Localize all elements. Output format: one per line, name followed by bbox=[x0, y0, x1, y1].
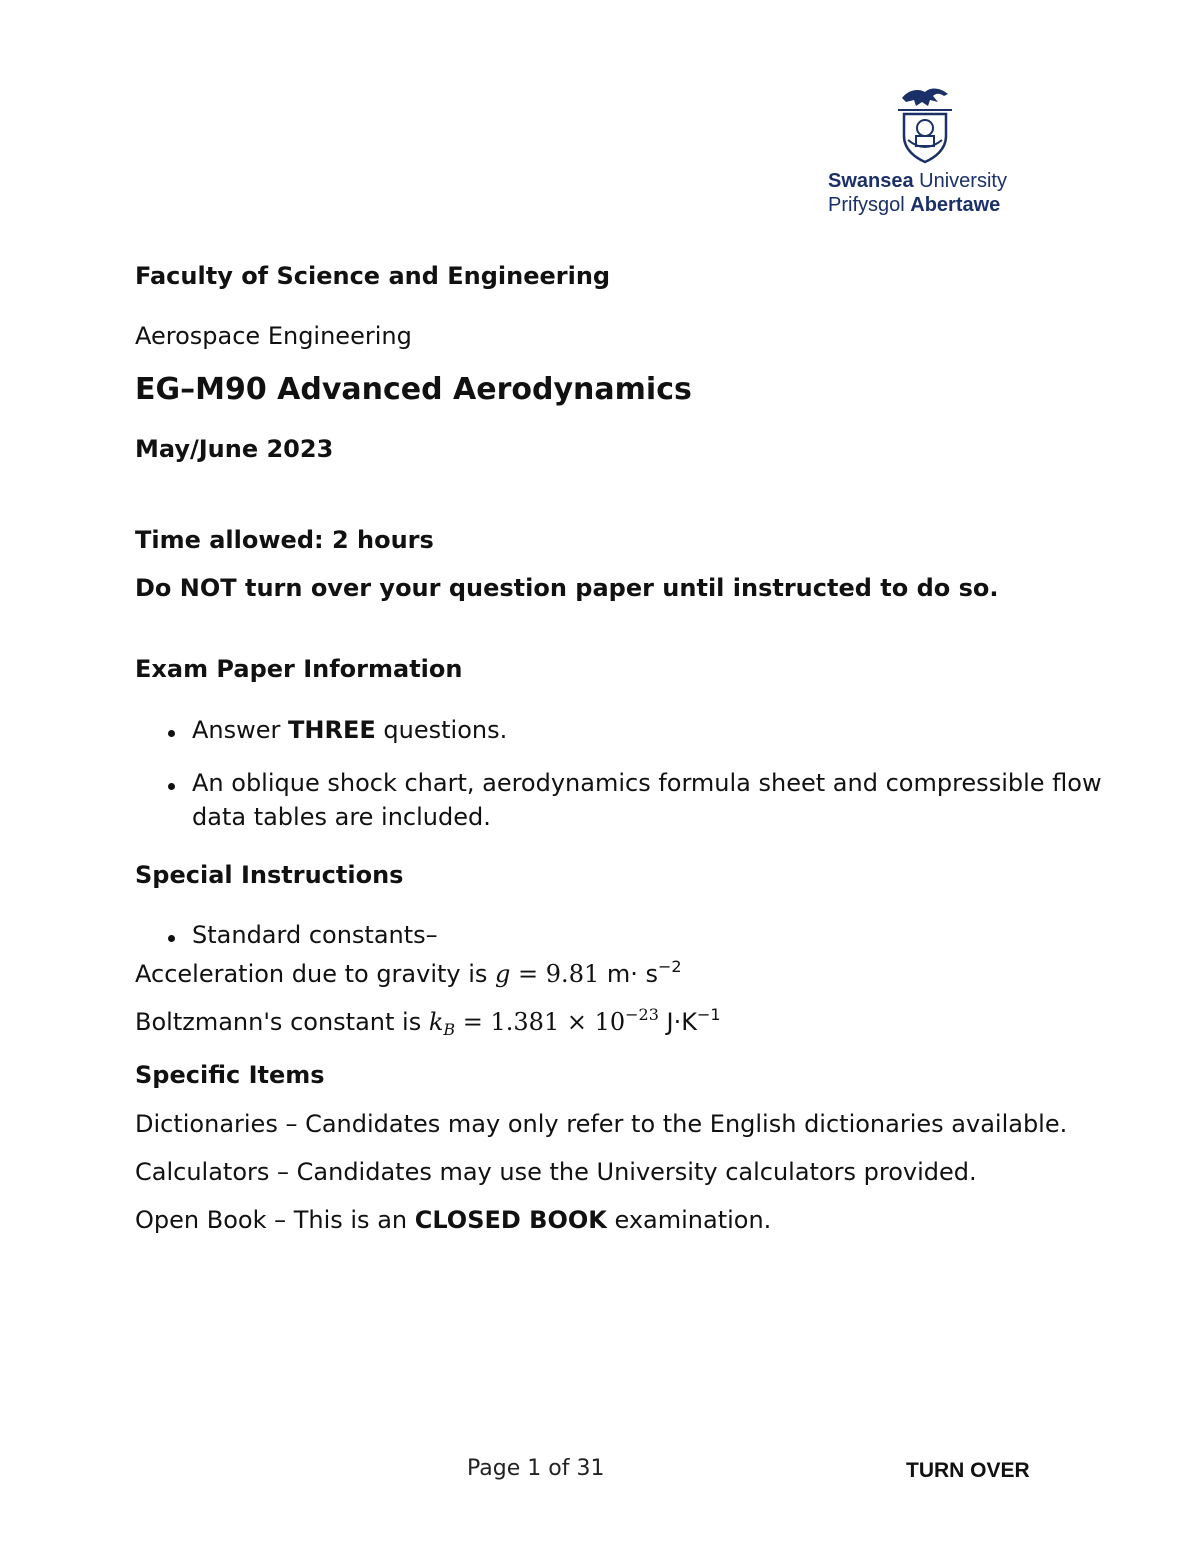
exam-info-heading: Exam Paper Information bbox=[135, 655, 463, 683]
logo-name-welsh bbox=[828, 194, 1000, 217]
included-materials-line1: An oblique shock chart, aerodynamics formula sheet and compressible flow bbox=[192, 769, 1102, 797]
dictionaries-rule: Dictionaries – Candidates may only refer to the English dictionaries available. bbox=[135, 1110, 1068, 1138]
logo-word-abertawe: Abertawe bbox=[910, 194, 1001, 216]
included-materials-line2: data tables are included. bbox=[192, 803, 491, 831]
boltzmann-constant: Boltzmann's constant is $k_B = 1.381 \times 10^{-23}$ $J\cdot K^{-1}$ bbox=[135, 1005, 721, 1039]
logo-name-english bbox=[828, 170, 1007, 193]
page-number: Page 1 of 31 bbox=[467, 1456, 605, 1481]
module-title: EG–M90 Advanced Aerodynamics bbox=[135, 372, 692, 407]
standard-constants-label: Standard constants– bbox=[192, 921, 438, 949]
university-logo bbox=[828, 84, 1028, 224]
logo-word-prifysgol: Prifysgol bbox=[828, 194, 905, 216]
special-instructions-heading: Special Instructions bbox=[135, 861, 404, 889]
logo-word-university: University bbox=[919, 170, 1007, 192]
time-allowed: Time allowed: 2 hours bbox=[135, 526, 434, 554]
university-crest-icon bbox=[894, 84, 956, 166]
open-book-rule: Open Book – This is an CLOSED BOOK examination. bbox=[135, 1206, 772, 1234]
logo-word-swansea: Swansea bbox=[828, 170, 914, 192]
exam-session: May/June 2023 bbox=[135, 435, 334, 463]
answer-instruction: Answer THREE questions. bbox=[192, 716, 508, 744]
turn-over-warning: Do NOT turn over your question paper until instructed to do so. bbox=[135, 574, 999, 602]
calculators-rule: Calculators – Candidates may use the University calculators provided. bbox=[135, 1158, 977, 1186]
specific-items-heading: Specific Items bbox=[135, 1061, 325, 1089]
gravity-constant: Acceleration due to gravity is g = 9.81 $m\cdot s^{-2}$ bbox=[135, 957, 682, 988]
faculty-name: Faculty of Science and Engineering bbox=[135, 262, 611, 290]
turn-over-label: TURN OVER bbox=[906, 1459, 1030, 1482]
department-name: Aerospace Engineering bbox=[135, 322, 412, 350]
